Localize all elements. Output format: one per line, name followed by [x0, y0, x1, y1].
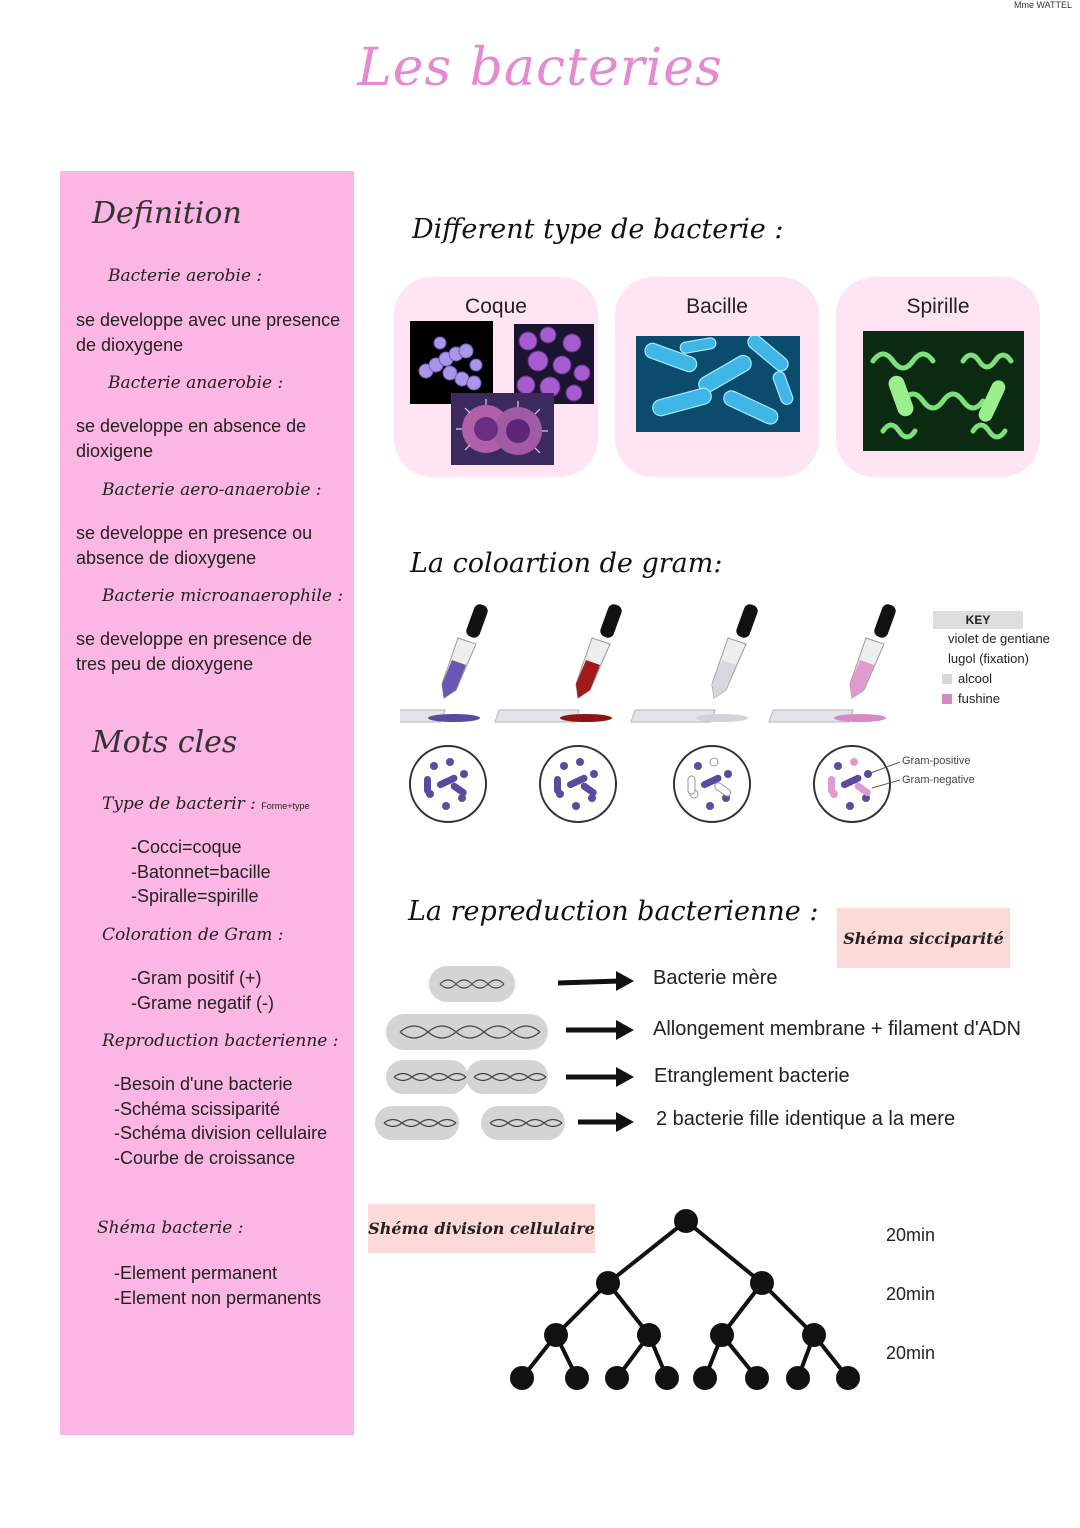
key-label: alcool: [958, 671, 992, 686]
step-text: Bacterie mère: [653, 967, 778, 989]
list-item: -Courbe de croissance: [114, 1147, 296, 1168]
list-item: -Besoin d'une bacterie: [114, 1074, 293, 1094]
list-item: -Batonnet=bacille: [131, 861, 271, 882]
coque-image: [410, 321, 598, 467]
gram-negative-label: Gram-negative: [902, 774, 975, 786]
key-row: [933, 629, 1050, 649]
kw-schema-list: [114, 1261, 321, 1310]
def-desc-microanaerophile: se developpe en presence de tres peu de dioxygene: [76, 629, 313, 674]
card-label: Spirille: [906, 295, 970, 318]
kw-reproduction-title: Reproduction bacterienne :: [102, 1031, 339, 1051]
def-desc-aero-anaerobie: se developpe en presence ou absence de dioxygene: [76, 523, 313, 568]
key-row: [933, 649, 1029, 669]
def-desc-anaerobie: se developpe en absence de dioxigene: [76, 416, 307, 461]
scissiparity-label: Shéma sicciparité: [837, 908, 1010, 968]
gram-circle: [674, 746, 750, 822]
step-text: Allongement membrane + filament d'ADN: [653, 1018, 1021, 1040]
gram-circle: [410, 746, 486, 822]
swatch-icon: [942, 694, 952, 704]
step-text: Etranglement bacterie: [654, 1065, 850, 1087]
kw-gram-title: Coloration de Gram :: [102, 925, 284, 945]
card-coque: [394, 277, 598, 477]
gram-stain-diagram: [400, 598, 900, 833]
time-label: 20min: [886, 1225, 936, 1245]
time-label: 20min: [886, 1284, 936, 1304]
step-text: 2 bacterie fille identique a la mere: [656, 1108, 956, 1130]
gram-circle: [814, 746, 900, 822]
dropper-icon: [631, 603, 760, 722]
kw-type-list: [131, 835, 271, 909]
card-label: Bacille: [686, 295, 748, 318]
list-item: -Gram positif (+): [131, 968, 262, 988]
list-item: -Schéma division cellulaire: [114, 1123, 328, 1143]
gram-heading: La coloartion de gram:: [410, 548, 723, 579]
def-desc-aerobie: se developpe avec une presence de dioxygene: [76, 310, 341, 355]
card-spirille: [836, 277, 1040, 477]
def-term-microanaerophile: Bacterie microanaerophile :: [102, 586, 344, 606]
def-term-aerobie: Bacterie aerobie :: [108, 266, 263, 286]
spirille-image: [863, 331, 1024, 451]
card-label: Coque: [465, 295, 527, 318]
division-label: Shéma division cellulaire: [368, 1204, 595, 1253]
key-row: [933, 689, 1023, 709]
time-label: 20min: [886, 1343, 936, 1363]
division-tree-diagram: [500, 1205, 870, 1400]
list-item: -Element permanent: [114, 1263, 278, 1283]
kw-gram-list: [131, 966, 274, 1015]
types-heading: Different type de bacterie :: [412, 214, 784, 245]
card-bacille: [615, 277, 819, 477]
dropper-icon: [769, 603, 898, 722]
page-title: Les bacteries: [357, 38, 723, 98]
kw-type-title: [102, 794, 310, 814]
list-item: -Schéma scissiparité: [114, 1098, 281, 1119]
list-item: -Cocci=coque: [131, 837, 242, 857]
list-item: -Grame negatif (-): [131, 992, 275, 1013]
kw-reproduction-list: [114, 1072, 334, 1170]
scissiparity-diagram: [370, 960, 650, 1145]
kw-type-title-text: Type de bacterir :: [102, 794, 256, 814]
dropper-icon: [495, 603, 624, 722]
author-name: Mme WATTEL: [1014, 0, 1072, 10]
reproduction-heading: La repreduction bacterienne :: [408, 896, 819, 927]
key-label: violet de gentiane: [948, 631, 1050, 646]
key-label: lugol (fixation): [948, 651, 1029, 666]
keywords-heading: Mots cles: [92, 725, 238, 760]
definition-heading: Definition: [92, 196, 242, 231]
key-row: [933, 669, 1023, 689]
key-label: fushine: [958, 691, 1000, 706]
def-term-anaerobie: Bacterie anaerobie :: [108, 373, 284, 393]
gram-key: [933, 611, 1050, 709]
list-item: -Spiralle=spirille: [131, 886, 259, 906]
def-term-aero-anaerobie: Bacterie aero-anaerobie :: [102, 480, 322, 500]
dropper-icon: [400, 603, 489, 722]
kw-schema-title: Shéma bacterie :: [97, 1218, 244, 1238]
gram-positive-label: Gram-positive: [902, 755, 971, 767]
swatch-icon: [942, 674, 952, 684]
list-item: -Element non permanents: [114, 1287, 322, 1308]
key-title: KEY: [933, 611, 1023, 629]
bacille-image: [636, 336, 800, 432]
gram-circle: [540, 746, 616, 822]
kw-type-note: Forme+type: [261, 801, 310, 811]
